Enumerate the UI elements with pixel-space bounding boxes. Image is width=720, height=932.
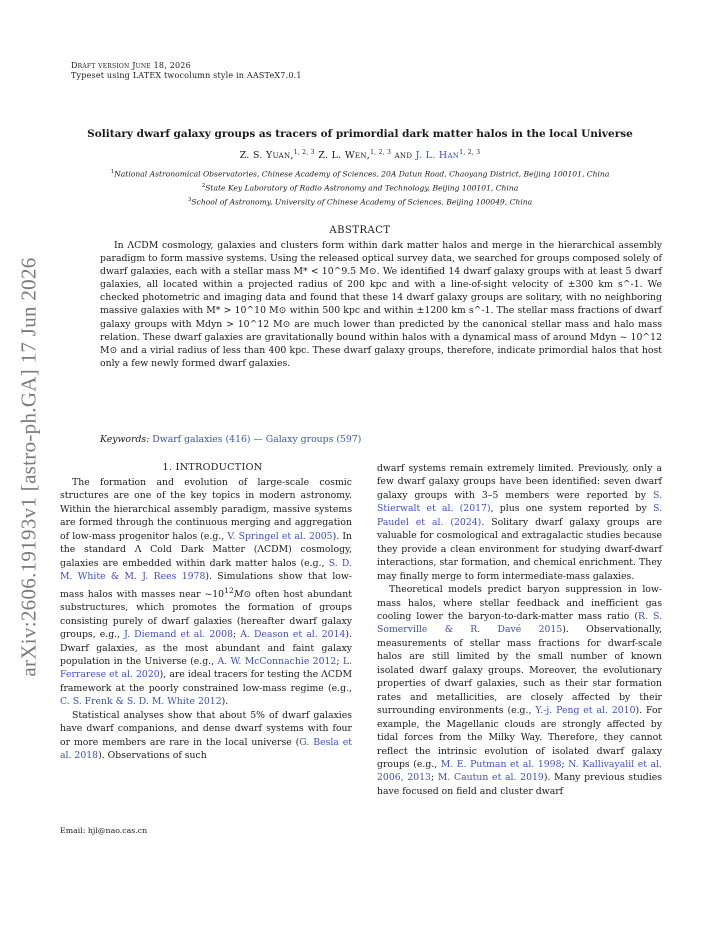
affil-text: State Key Laboratory of Radio Astronomy and Technology, Beijing 100101, China — [205, 183, 519, 193]
affil-text: National Astronomical Observatories, Chinese Academy of Sciences, 20A Datun Road, Chaoyang District, Beijing 100101, China — [114, 169, 610, 179]
paragraph: Statistical analyses show that about 5% of dwarf galaxies have dwarf companions, and dense dwarf systems with four or more members are rare in the local universe (G. Besla et al. 2018). Observations of such — [60, 709, 352, 762]
abstract-text: In ΛCDM cosmology, galaxies and clusters form within dark matter halos and merge in the hierarchical assembly paradigm to form massive systems. Using the released optical survey data, we searched for groups composed solely of dwarf galaxies, each with a stellar mass M* < 10^9.5 M⊙. We identified 14 dwarf galaxy groups with at least 5 dwarf galaxies, all located within a projected radius of 200 kpc and with a line-of-sight velocity of ±300 km s^-1. We checked photometric and imaging data and found that these 14 dwarf galaxy groups are solitary, with no neighboring massive galaxies with M* > 10^10 M⊙ within 500 kpc and within ±1200 km s^-1. The stellar mass fractions of dwarf galaxy groups with Mdyn > 10^12 M⊙ are much lower than predicted by the canonical stellar mass and halo mass relation. These dwarf galaxies are gravitationally bound within halos with a dynamical mass of around Mdyn ~ 10^12 M⊙ and a virial radius of less than 400 kpc. These dwarf galaxy groups, therefore, indicate primordial halos that host only a few newly formed dwarf galaxies. — [100, 240, 662, 369]
author-affil: 1, 2, 3 — [293, 149, 315, 156]
author-name: Z. L. Wen, — [318, 150, 371, 162]
author-list — [60, 149, 660, 161]
paragraph: Theoretical models predict baryon suppression in low-mass halos, where stellar feedback and inefficient gas cooling lower the baryon-to-dark-matter mass ratio (R. S. Somerville & R. Davé 2015). Observationally, measurements of stellar mass fractions for dwarf-scale halos are still limited by the small number of known isolated dwarf galaxy groups. Moreover, the evolutionary properties of dwarf galaxies, such as their star formation rates and metallicities, are closely affected by their surrounding environments (e.g., Y.-j. Peng et al. 2010). For example, the Magellanic clouds are strongly affected by tidal forces from the Milky Way. Therefore, they cannot reflect the intrinsic evolution of isolated dwarf galaxy groups (e.g., M. E. Putman et al. 1998; N. Kallivayalil et al. 2006, 2013; M. Cautun et al. 2019). Many previous studies have focused on field and cluster dwarf — [377, 584, 663, 797]
corresponding-email: Email: hjl@nao.cas.cn — [60, 826, 148, 835]
paragraph: The formation and evolution of large-scale cosmic structures are one of the key topics in modern astronomy. Within the hierarchical assembly paradigm, massive systems are formed through the continuous merging and aggregation of low-mass progenitor halos (e.g., V. Springel et al. 2005). In the standard Λ Cold Dark Matter (ΛCDM) cosmology, galaxies are embedded within dark matter halos (e.g., S. D. M. White & M. J. Rees 1978). Simulations show that low-mass halos with masses near $\sim 10^{12}M⊙$ often host abundant substructures, which promotes the formation of groups consisting purely of dwarf galaxies (hereafter dwarf galaxy groups, e.g., J. Diemand et al. 2008; A. Deason et al. 2014). Dwarf galaxies, as the most abundant and faint galaxy population in the Universe (e.g., A. W. McConnachie 2012; L. Ferrarese et al. 2020), are ideal tracers for testing the ΛCDM framework at the poorly constrained low-mass regime (e.g., C. S. Frenk & S. D. M. White 2012). — [60, 477, 353, 708]
affiliation — [50, 183, 670, 193]
author-conjunction: and — [394, 150, 413, 162]
author-affil: 1, 2, 3 — [459, 149, 481, 156]
body-column-right — [377, 462, 662, 798]
affil-number: 3 — [187, 197, 192, 203]
paper-title: Solitary dwarf galaxy groups as tracers of primordial dark matter halos in the local Universe — [87, 128, 633, 140]
abstract-heading: ABSTRACT — [329, 225, 391, 236]
paragraph: dwarf systems remain extremely limited. Previously, only a few dwarf galaxy groups have been identified: seven dwarf galaxy groups with 3–5 members were reported by S. Stierwalt et al. (2017), plus one system reported by S. Paudel et al. (2024). Solitary dwarf galaxy groups are valuable for cosmological and extragalactic studies because they provide a clean environment for studying dwarf-dwarf interactions, star formation, and chemical enrichment. They may finally merge to form intermediate-mass galaxies. — [377, 463, 662, 582]
author-name: Z. S. Yuan, — [239, 150, 294, 162]
draft-version: Draft version June 18, 2026 — [71, 61, 191, 70]
keywords-links[interactable]: Dwarf galaxies (416) — Galaxy groups (597) — [152, 434, 362, 445]
affil-text: School of Astronomy, University of Chinese Academy of Sciences, Beijing 100049, China — [191, 197, 533, 207]
affil-number: 2 — [201, 183, 206, 189]
keywords — [100, 434, 361, 445]
arxiv-stamp — [14, 232, 44, 702]
section-heading: 1. INTRODUCTION — [162, 462, 263, 473]
author-affil: 1, 2, 3 — [370, 149, 392, 156]
body-column-left — [60, 476, 352, 763]
affiliation — [50, 169, 670, 179]
author-link[interactable]: J. L. Han — [415, 150, 460, 162]
affiliation — [50, 197, 670, 207]
affil-number: 1 — [110, 169, 115, 175]
keywords-label: Keywords: — [100, 434, 150, 445]
draft-header — [71, 61, 302, 81]
typeset-note: Typeset using LATEX twocolumn style in AASTeX7.0.1 — [71, 71, 302, 80]
arxiv-identifier: arXiv:2606.19193v1 [astro-ph.GA] 17 Jun 2026 — [16, 257, 41, 677]
